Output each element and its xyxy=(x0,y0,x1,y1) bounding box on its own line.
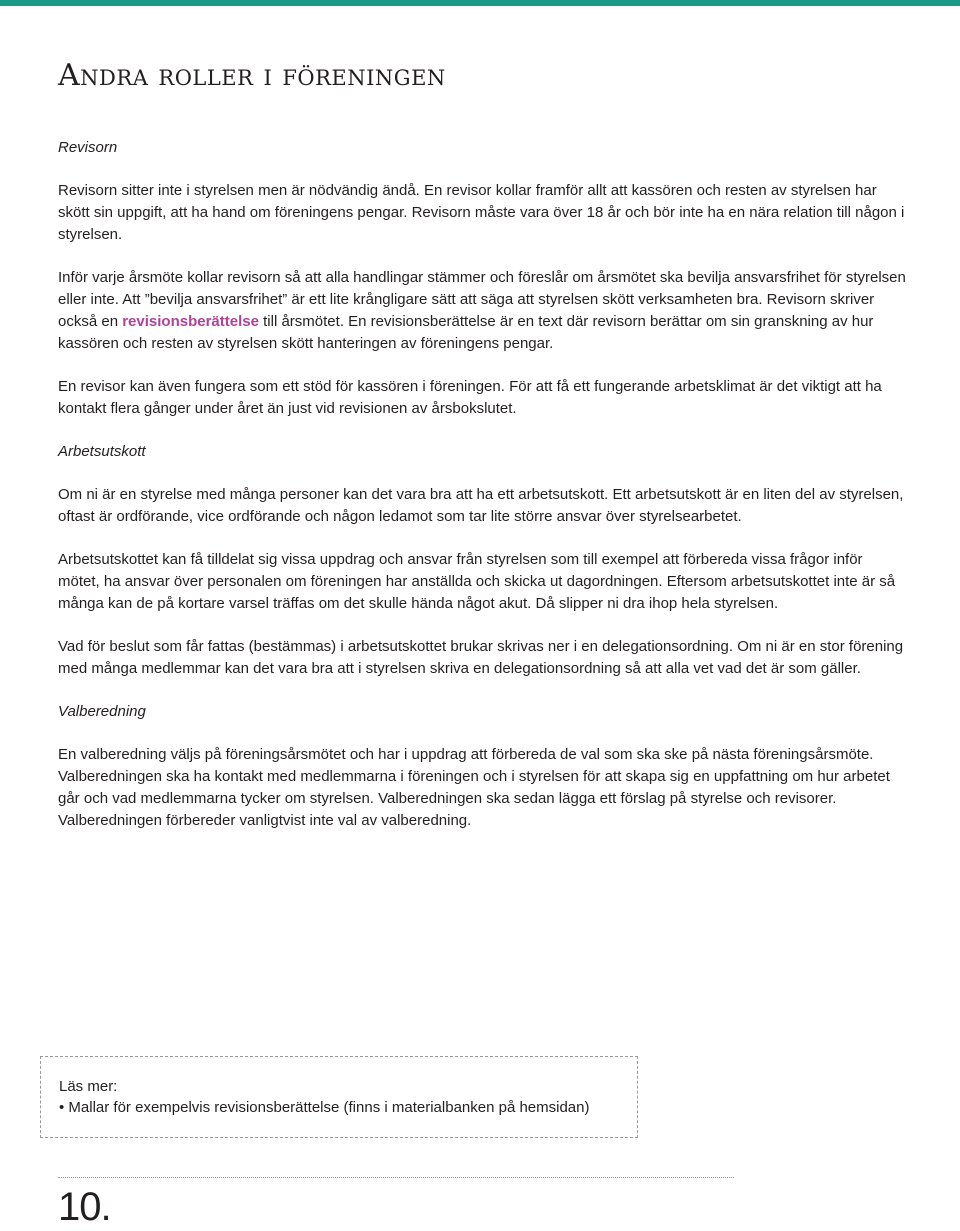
page-title: Andra roller i föreningen xyxy=(58,58,446,93)
paragraph: En valberedning väljs på föreningsårsmötet och har i uppdrag att förbereda de val som ska ske på nästa föreningsårsmöte. Valberedningen ska ha kontakt med medlemmarna i föreningen och i styrelsen för att skapa sig en uppfattning om hur arbetet går och vad medlemmarna tycker om styrelsen. Valberedningen ska sedan lägga ett förslag på styrelse och revisorer. Valberedningen förbereder vanligtvist inte val av valberedning. xyxy=(58,746,890,829)
paragraph xyxy=(58,267,908,355)
read-more-item: • Mallar för exempelvis revisionsberättelse (finns i materialbanken på hemsidan) xyxy=(59,1099,590,1116)
paragraph: Om ni är en styrelse med många personer kan det vara bra att ha ett arbetsutskott. Ett arbetsutskott är en liten del av styrelsen, oftast är ordförande, vice ordförande och någon ledamot som tar lite större ansvar över styrelsearbetet. xyxy=(58,486,904,525)
paragraph: Arbetsutskottet kan få tilldelat sig vissa uppdrag och ansvar från styrelsen som till exempel att förbereda vissa frågor inför mötet, ha ansvar över personalen om föreningen har anställda och skicka ut dagordningen. Eftersom arbetsutskottet inte är så många kan de på kortare varsel träffas om det skulle hända något akut. Då slipper ni dra ihop hela styrelsen. xyxy=(58,551,896,612)
read-more-box xyxy=(40,1056,638,1138)
footer-divider xyxy=(58,1177,734,1178)
section-heading-valberedning: Valberedning xyxy=(58,703,146,720)
read-more-title: Läs mer: xyxy=(59,1078,118,1095)
section-valberedning xyxy=(58,701,908,832)
section-revisorn xyxy=(58,137,908,420)
section-arbetsutskott xyxy=(58,441,908,680)
text-run: till årsmötet. En revisionsberättelse är en text där revisorn berättar om sin granskning av hur kassören och resten av styrelsen skött hanteringen av föreningens pengar. xyxy=(58,313,874,352)
paragraph: Vad för beslut som får fattas (bestämmas) i arbetsutskottet brukar skrivas ner i en delegationsordning. Om ni är en stor förening med många medlemmar kan det vara bra att i styrelsen skriva en delegationsordning så att alla vet vad det är som gäller. xyxy=(58,638,904,677)
paragraph: En revisor kan även fungera som ett stöd för kassören i föreningen. För att få ett fungerande arbetsklimat är det viktigt att ha kontakt flera gånger under året än just vid revisionen av årsbokslutet. xyxy=(58,378,882,417)
text-run: Inför varje årsmöte kollar revisorn så att alla handlingar stämmer och föreslår om årsmötet ska bevilja ansvarsfrihet för styrelsen eller inte. Att ”bevilja ansvarsfrihet” är ett lite krångligare sätt att säga att styrelsen skött verksamheten bra. Revisorn skriver också en xyxy=(58,269,906,330)
section-heading-arbetsutskott: Arbetsutskott xyxy=(58,443,146,460)
top-accent-bar xyxy=(0,0,960,6)
section-heading-revisorn: Revisorn xyxy=(58,139,118,156)
page-number: 10. xyxy=(58,1185,111,1229)
main-content xyxy=(58,137,908,853)
highlighted-term: revisionsberättelse xyxy=(122,313,259,330)
paragraph: Revisorn sitter inte i styrelsen men är nödvändig ändå. En revisor kollar framför allt att kassören och resten av styrelsen har skött sin uppgift, att ha hand om föreningens pengar. Revisorn måste vara över 18 år och bör inte ha en nära relation till någon i styrelsen. xyxy=(58,182,905,243)
